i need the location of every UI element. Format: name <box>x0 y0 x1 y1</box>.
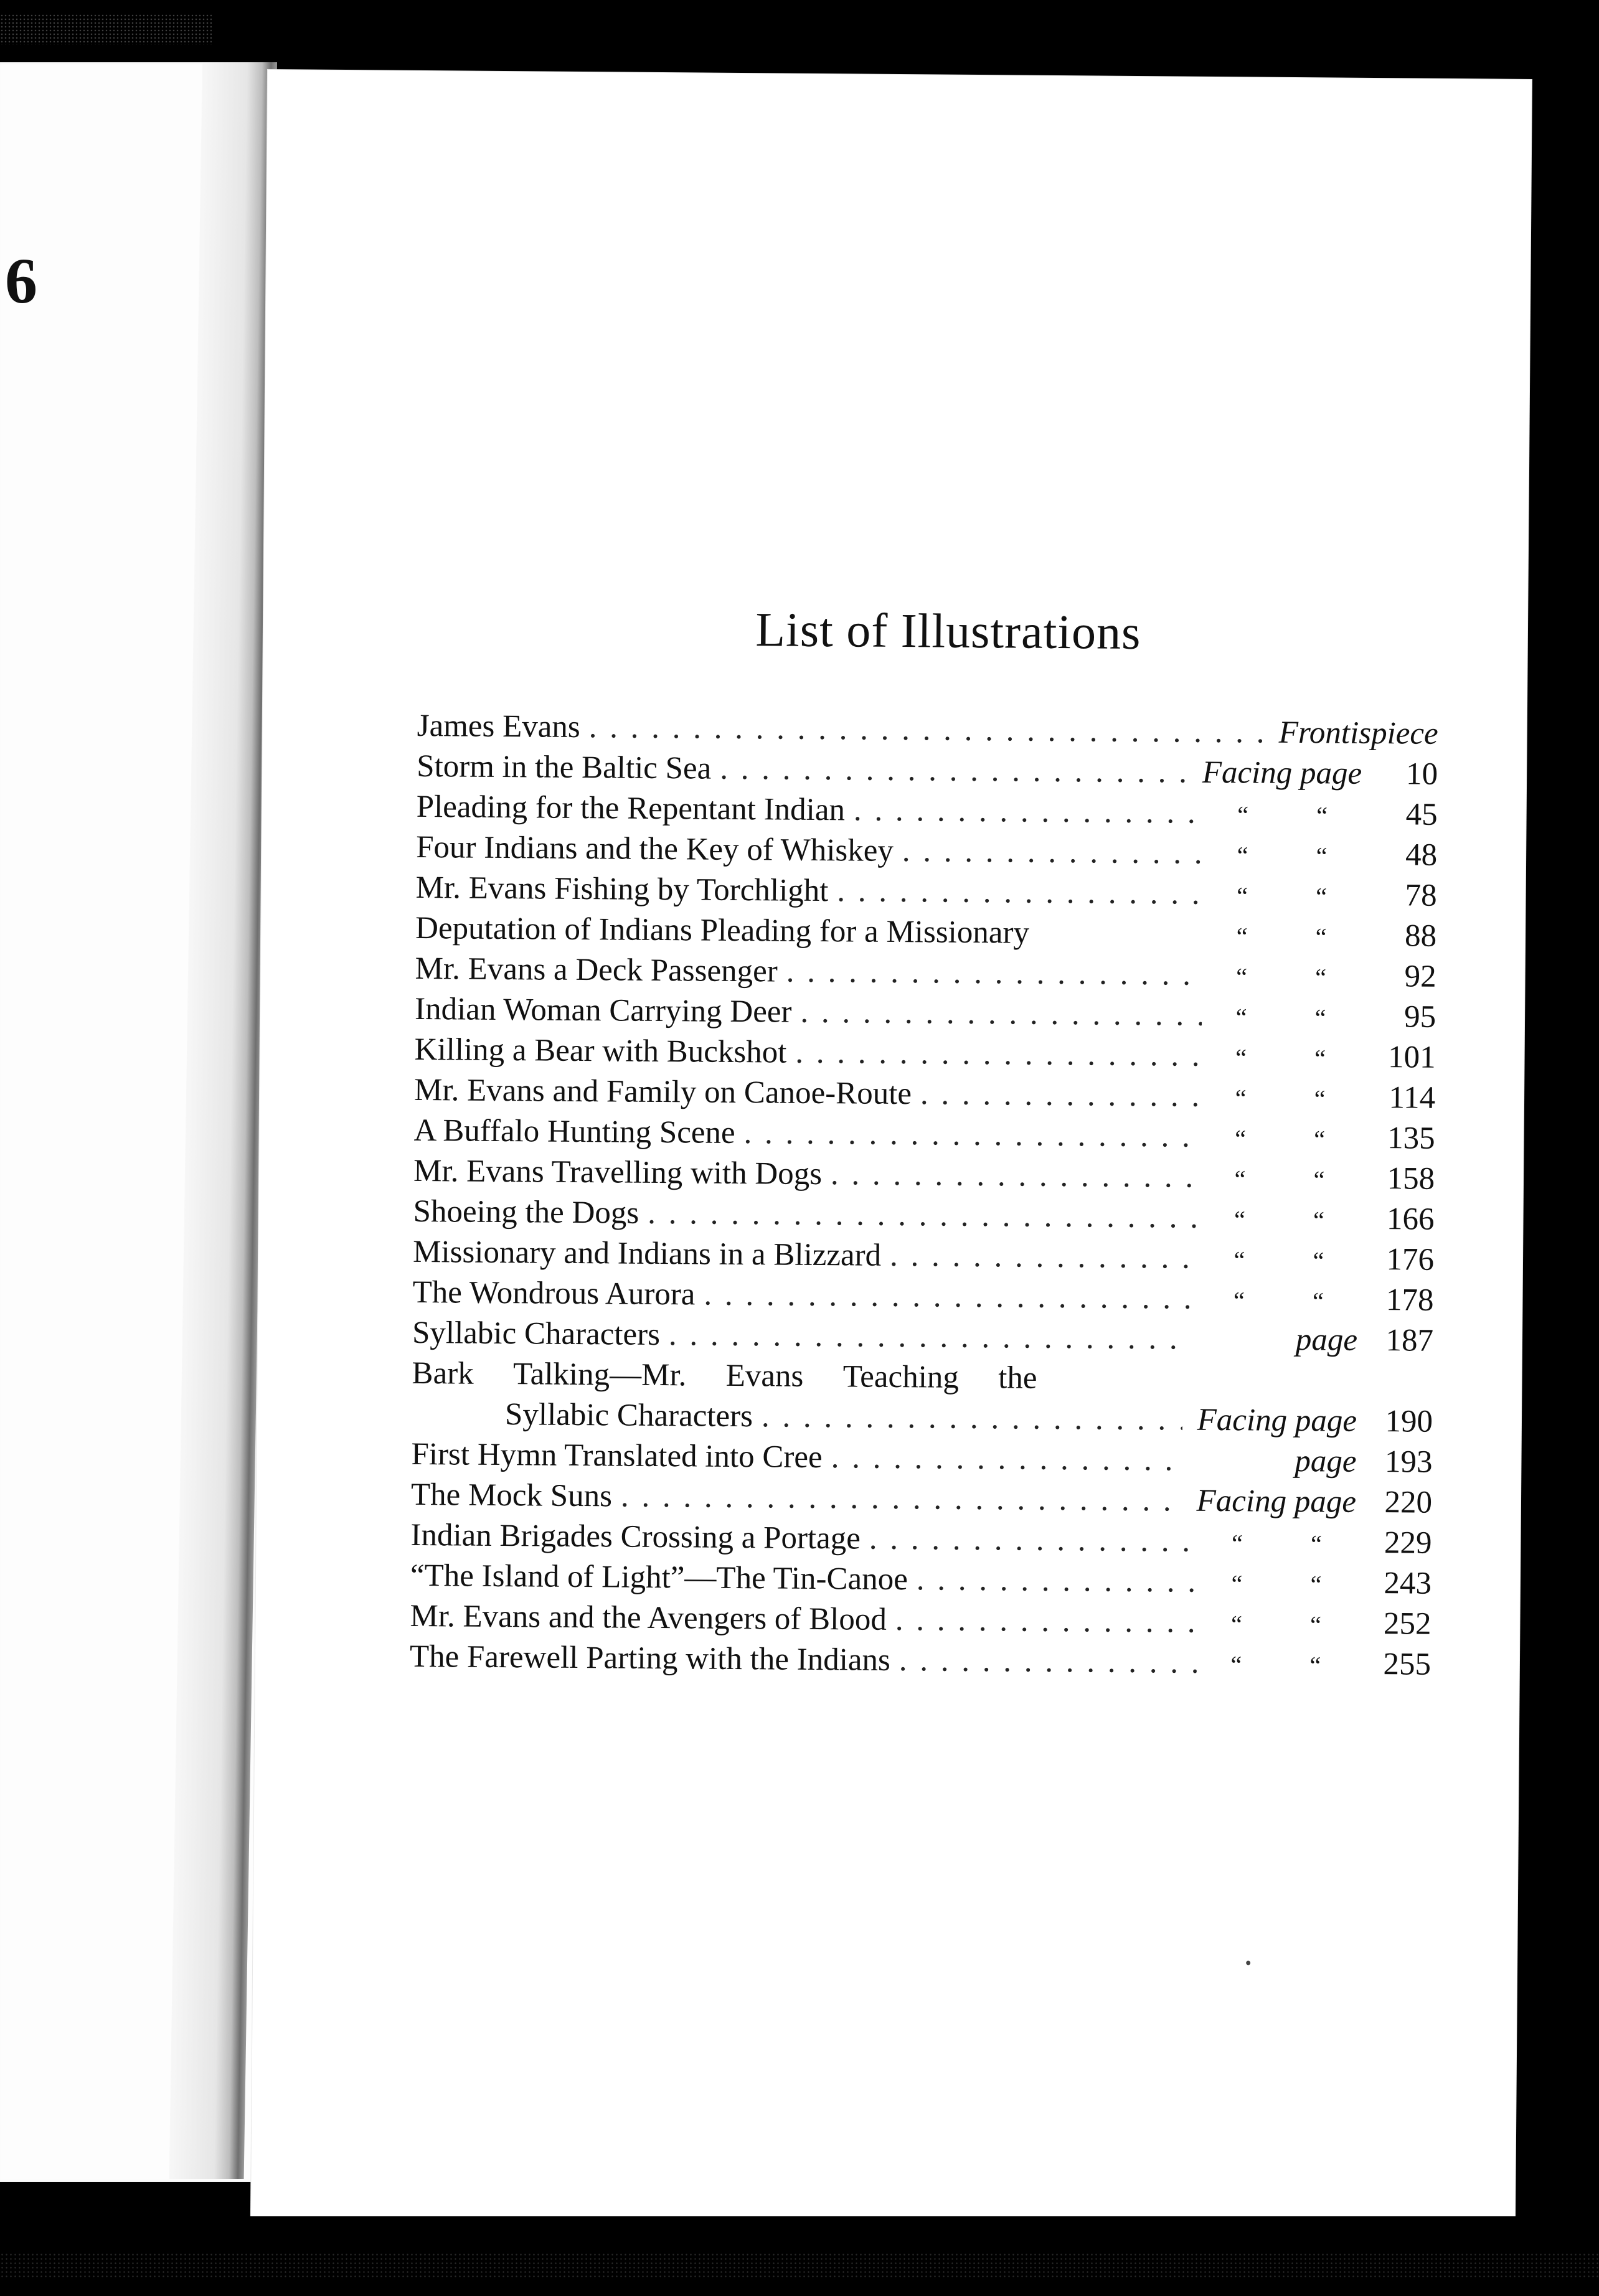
entry-title: Deputation of Indians Pleading for a Missionary <box>415 910 1030 951</box>
entry-page-number: 95 <box>1403 999 1436 1035</box>
entry-title: Mr. Evans Fishing by Torchlight <box>415 870 829 909</box>
dot-leader <box>908 1560 1198 1602</box>
entry-title: Killing a Bear with Buckshot <box>414 1032 787 1070</box>
entry-page-number: 229 <box>1384 1525 1432 1561</box>
ditto-marks: “ “ <box>1234 1165 1325 1194</box>
entry-title: Mr. Evans and Family on Canoe-Route <box>413 1072 912 1112</box>
ditto-marks: “ “ <box>1237 841 1328 870</box>
dot-leader <box>1029 913 1039 954</box>
entry-title: Shoeing the Dogs <box>413 1193 639 1231</box>
entry-page-number: 252 <box>1383 1606 1432 1642</box>
dot-leader <box>711 749 1187 793</box>
dot-leader <box>845 790 1204 834</box>
dot-leader <box>753 1396 1183 1440</box>
entry-title: The Mock Suns <box>410 1477 613 1514</box>
dot-leader <box>912 1074 1202 1117</box>
ditto-marks: “ “ <box>1233 1286 1324 1315</box>
dot-leader <box>828 871 1203 915</box>
ditto-marks: “ “ <box>1235 1084 1326 1113</box>
entry-title: Indian Brigades Crossing a Portage <box>410 1517 861 1556</box>
dot-leader <box>822 1437 1182 1481</box>
entry-page-number: 255 <box>1383 1647 1432 1682</box>
entry-page-number: 10 <box>1405 756 1438 792</box>
entry-title-line-1: Bark Talking—Mr. Evans Teaching the <box>412 1355 1037 1396</box>
right-page <box>251 70 1532 2237</box>
dot-leader <box>580 707 1271 753</box>
dot-leader <box>695 1274 1200 1319</box>
ditto-marks: “ “ <box>1236 962 1327 992</box>
entry-page-number: 190 <box>1385 1404 1433 1439</box>
dot-leader <box>890 1640 1197 1683</box>
entry-page-number: 48 <box>1405 837 1438 873</box>
entry-reference: Facing page <box>1202 755 1362 791</box>
entry-reference: page <box>1295 1322 1358 1358</box>
entry-title: Indian Woman Carrying Deer <box>414 991 792 1030</box>
entry-page-number: 178 <box>1385 1282 1434 1318</box>
entry-title: Pleading for the Repentant Indian <box>416 789 846 828</box>
ditto-marks: “ “ <box>1236 922 1327 951</box>
entry-page-number: 243 <box>1384 1566 1432 1601</box>
entry-title-line-2: Syllabic Characters <box>504 1397 753 1434</box>
list-item <box>410 1637 1431 1685</box>
entry-title: Syllabic Characters <box>412 1315 661 1353</box>
dot-leader <box>881 1236 1200 1279</box>
dot-leader <box>612 1476 1182 1521</box>
entry-page-number: 158 <box>1387 1161 1435 1197</box>
entry-title: The Farewell Parting with the Indians <box>409 1639 891 1678</box>
entry-page-number: 114 <box>1389 1080 1436 1116</box>
dot-leader <box>639 1193 1200 1238</box>
dot-leader <box>887 1600 1197 1643</box>
top-scan-border <box>0 0 1599 68</box>
ditto-marks: “ “ <box>1233 1246 1324 1275</box>
ditto-marks: “ “ <box>1230 1610 1321 1639</box>
ditto-marks: “ “ <box>1234 1124 1326 1154</box>
entry-reference: Facing page <box>1196 1483 1357 1520</box>
entry-title: Four Indians and the Key of Whiskey <box>415 829 894 868</box>
ditto-marks: “ “ <box>1233 1205 1325 1235</box>
dot-leader <box>777 951 1202 995</box>
entry-page-number: 92 <box>1404 959 1436 994</box>
entry-title: Missionary and Indians in a Blizzard <box>412 1234 882 1273</box>
entry-title: First Hymn Translated into Cree <box>411 1436 823 1475</box>
entry-page-number: 187 <box>1385 1323 1434 1358</box>
entry-title: Mr. Evans and the Avengers of Blood <box>410 1598 887 1637</box>
ditto-marks: “ “ <box>1237 801 1328 830</box>
ditto-marks: “ “ <box>1231 1569 1322 1599</box>
entry-page-number: 45 <box>1405 797 1438 832</box>
entry-page-number: 135 <box>1387 1121 1435 1156</box>
scan-noise <box>0 14 212 45</box>
illustrations-list <box>410 706 1438 1685</box>
page-title: List of Illustrations <box>755 602 1141 660</box>
entry-title: “The Island of Light”—The Tin-Canoe <box>410 1558 908 1597</box>
ditto-marks: “ “ <box>1230 1650 1321 1680</box>
entry-title: Mr. Evans a Deck Passenger <box>415 951 778 989</box>
entry-page-number: 78 <box>1405 878 1437 913</box>
entry-title: James Evans <box>417 708 580 745</box>
ditto-marks: “ “ <box>1235 1003 1326 1032</box>
entry-title: Storm in the Baltic Sea <box>416 748 712 786</box>
dot-leader <box>861 1519 1198 1562</box>
entry-title: Mr. Evans Travelling with Dogs <box>413 1153 823 1192</box>
bottom-scan-border <box>0 2216 1599 2296</box>
paper-speck <box>1246 1960 1250 1965</box>
ditto-marks: “ “ <box>1237 882 1328 911</box>
entry-reference: page <box>1295 1444 1357 1479</box>
left-page-number: 6 <box>5 245 37 317</box>
scan-noise <box>0 2252 1599 2277</box>
ditto-marks: “ “ <box>1231 1529 1323 1558</box>
dot-leader <box>735 1113 1200 1157</box>
entry-page-number: 101 <box>1387 1040 1436 1075</box>
entry-page-number: 193 <box>1384 1444 1433 1480</box>
entry-title: A Buffalo Hunting Scene <box>413 1113 735 1150</box>
entry-reference: Facing page <box>1197 1402 1357 1439</box>
dot-leader <box>786 1033 1202 1076</box>
entry-page-number: 176 <box>1386 1242 1435 1277</box>
entry-page-number: 166 <box>1386 1202 1435 1237</box>
dot-leader <box>822 1154 1201 1198</box>
entry-page-number: 88 <box>1404 918 1437 954</box>
entry-reference: Frontispiece <box>1278 715 1438 751</box>
dot-leader <box>894 831 1204 874</box>
entry-page-number: 220 <box>1384 1485 1433 1520</box>
ditto-marks: “ “ <box>1235 1043 1326 1073</box>
dot-leader <box>660 1315 1184 1360</box>
dot-leader <box>791 992 1202 1036</box>
entry-title: The Wondrous Aurora <box>412 1274 696 1312</box>
